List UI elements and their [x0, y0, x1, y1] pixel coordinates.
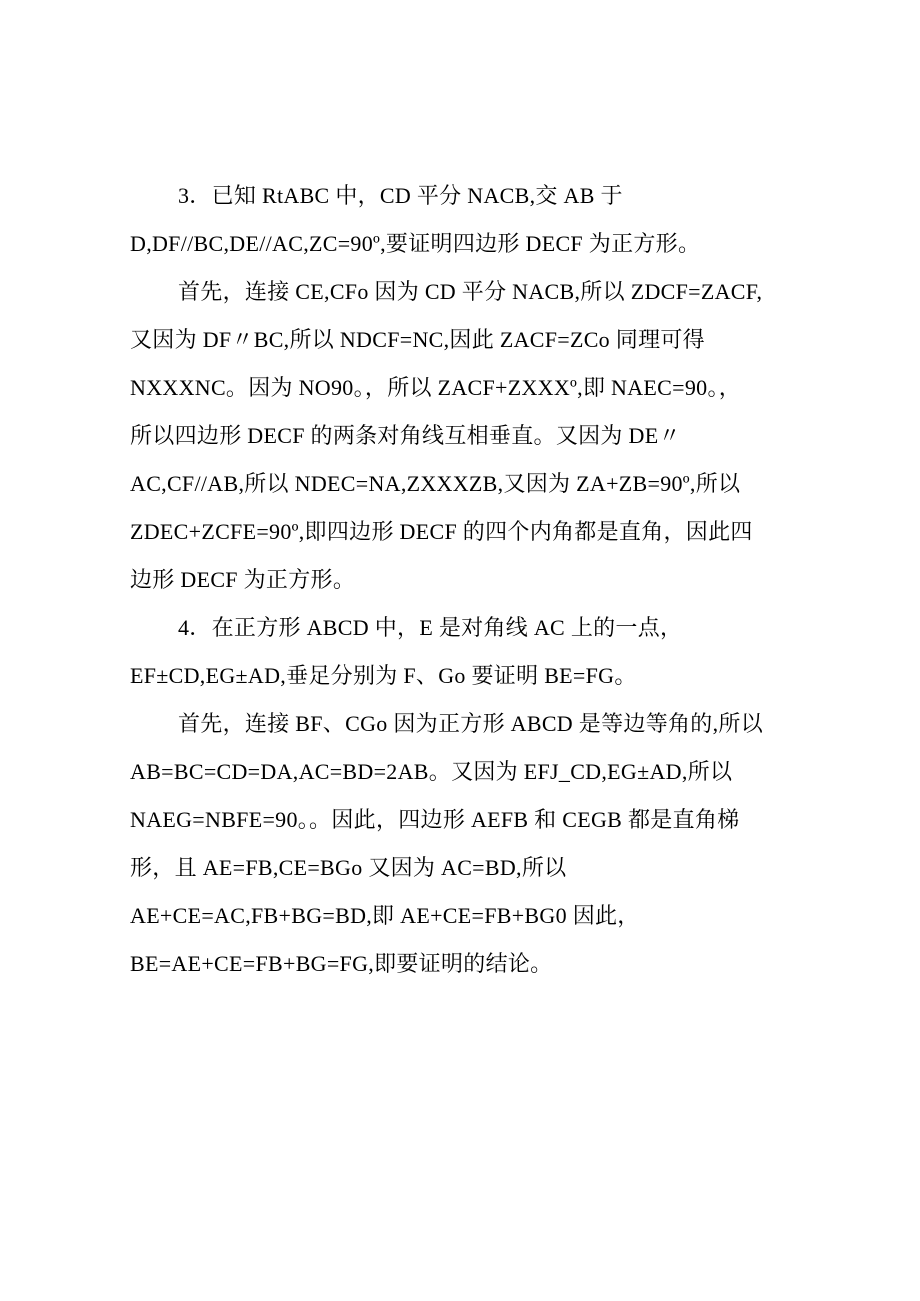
problem-3-statement-line-1: 3．已知 RtABC 中，CD 平分 NACB,交 AB 于 — [178, 183, 623, 208]
problem-4-proof-line-2: AB=BC=CD=DA,AC=BD=2AB。又因为 EFJ_CD,EG±AD,所以 — [130, 759, 733, 784]
problem-4-statement-line-2: EF±CD,EG±AD,垂足分别为 F、Go 要证明 BE=FG。 — [130, 663, 637, 688]
problem-3-proof-line-5: AC,CF//AB,所以 NDEC=NA,ZXXXZB,又因为 ZA+ZB=90º,所以 — [130, 471, 741, 496]
problem-4-statement-line-1: 4．在正方形 ABCD 中，E 是对角线 AC 上的一点， — [178, 615, 683, 640]
problem-3-proof-line-2: 又因为 DF〃BC,所以 NDCF=NC,因此 ZACF=ZCo 同理可得 — [130, 327, 705, 352]
problem-3-proof-line-6: ZDEC+ZCFE=90º,即四边形 DECF 的四个内角都是直角，因此四 — [130, 519, 753, 544]
problem-4-proof-line-1: 首先，连接 BF、CGo 因为正方形 ABCD 是等边等角的,所以 — [178, 711, 763, 736]
problem-3-proof-line-3: NXXXNC。因为 NO90。，所以 ZACF+ZXXXº,即 NAEC=90。， — [130, 375, 742, 400]
problem-3-proof-line-1: 首先，连接 CE,CFo 因为 CD 平分 NACB,所以 ZDCF=ZACF, — [178, 279, 763, 304]
problem-3-proof-line-4: 所以四边形 DECF 的两条对角线互相垂直。又因为 DE〃 — [130, 423, 681, 448]
problem-3-proof-line-7: 边形 DECF 为正方形。 — [130, 567, 356, 592]
problem-4-proof-line-6: BE=AE+CE=FB+BG=FG,即要证明的结论。 — [130, 951, 553, 976]
problem-4-proof-line-4: 形，且 AE=FB,CE=BGo 又因为 AC=BD,所以 — [130, 855, 567, 880]
problem-4-proof-line-5: AE+CE=AC,FB+BG=BD,即 AE+CE=FB+BG0 因此， — [130, 903, 640, 928]
problem-3-statement-line-2: D,DF//BC,DE//AC,ZC=90º,要证明四边形 DECF 为正方形。 — [130, 231, 701, 256]
problem-4-proof-line-3: NAEG=NBFE=90。。因此，四边形 AEFB 和 CEGB 都是直角梯 — [130, 807, 740, 832]
